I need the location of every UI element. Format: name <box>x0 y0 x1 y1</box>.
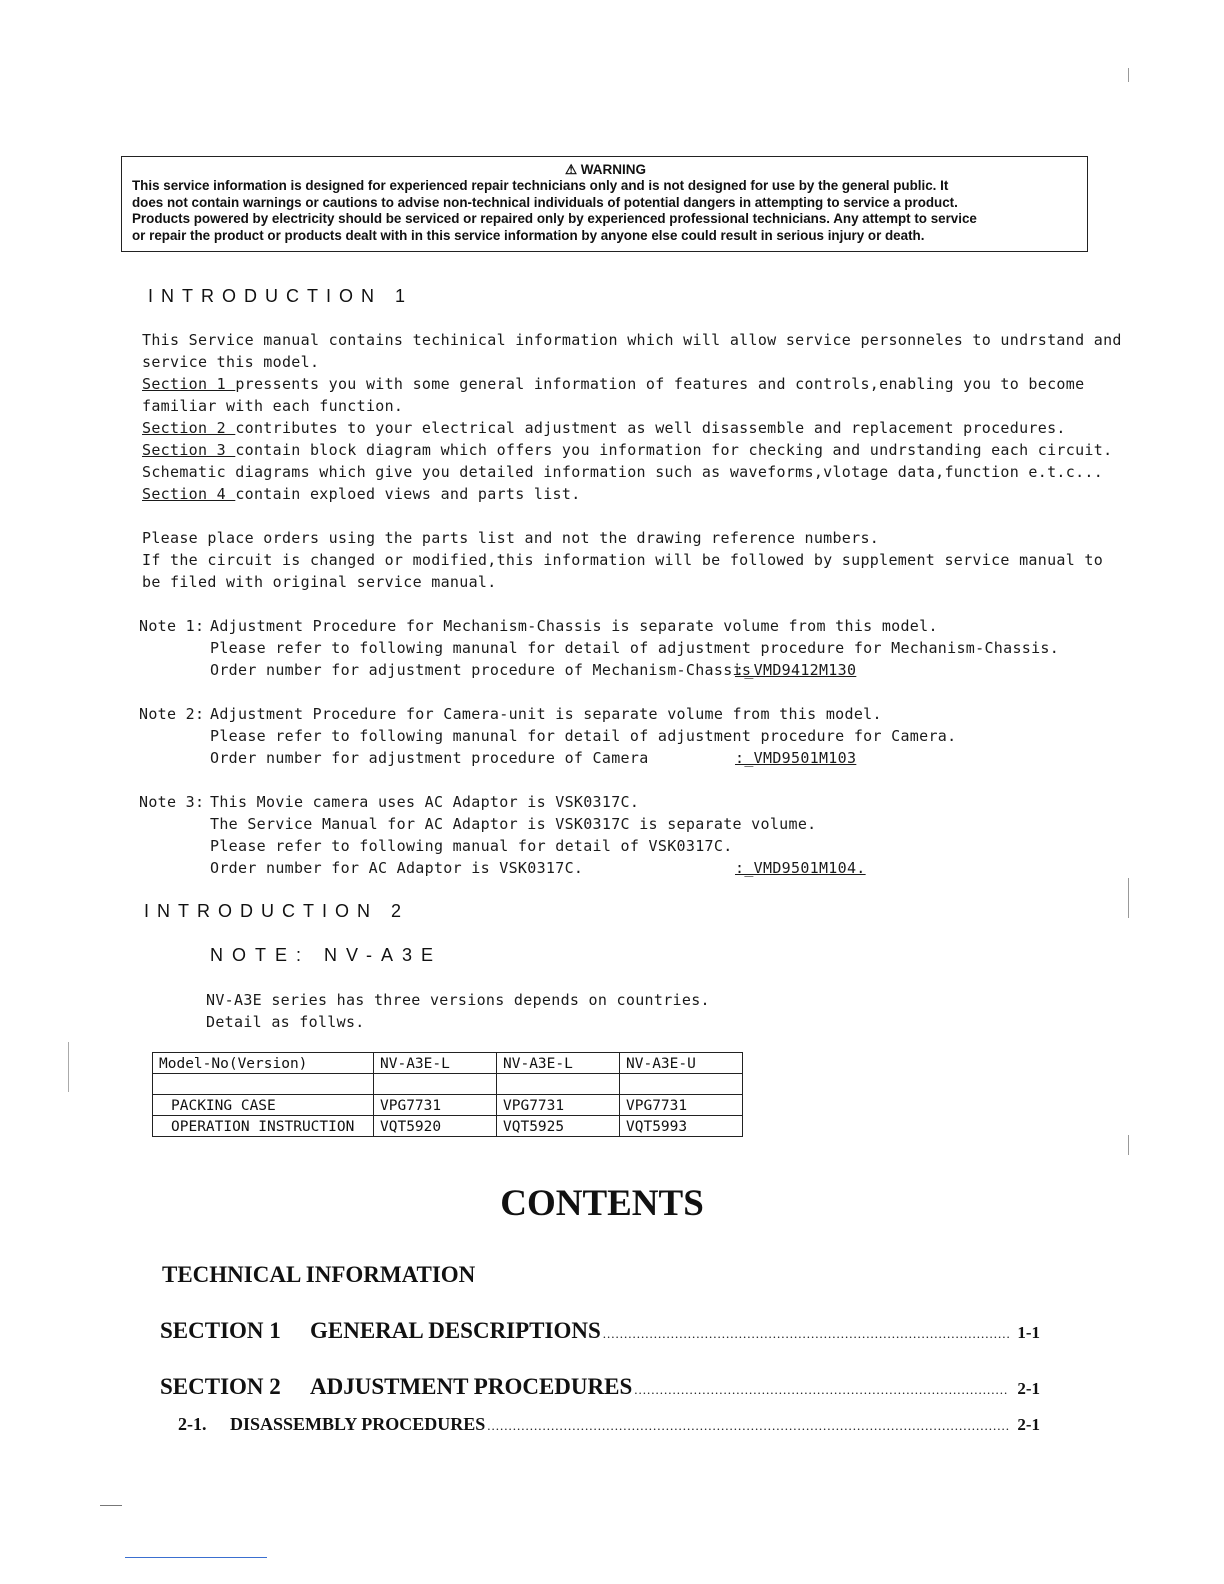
version-table <box>152 1052 743 1137</box>
section-description <box>142 483 581 505</box>
toc-entry-page: 1-1 <box>1017 1323 1040 1342</box>
table-cell: VQT5993 <box>620 1116 743 1137</box>
corner-mark <box>100 1505 122 1506</box>
intro2-line: NV-A3E series has three versions depends on countries. <box>206 991 710 1009</box>
bottom-rule <box>125 1557 267 1558</box>
note-line: Please refer to following manunal for detail of adjustment procedure for Mechanism-Chassis. <box>210 639 1060 657</box>
section-text: contain exploed views and parts list. <box>235 485 581 503</box>
section-label: Section 2 <box>142 419 236 437</box>
orders-line: If the circuit is changed or modified,this information will be followed by supplement service manual to <box>142 551 1104 569</box>
toc-leader-dots <box>487 1418 1009 1434</box>
intro1-line: service this model. <box>142 353 320 371</box>
table-cell: PACKING CASE <box>153 1095 374 1116</box>
toc-leader-dots <box>603 1326 1010 1342</box>
margin-mark <box>1128 1135 1129 1155</box>
table-header-row <box>153 1053 743 1074</box>
table-row <box>153 1074 743 1095</box>
section-description <box>142 373 1084 395</box>
section-text: familiar with each function. <box>142 397 404 415</box>
section-label: Section 1 <box>142 375 236 393</box>
note-order-number: :_VMD9501M103 <box>735 749 857 767</box>
table-row <box>153 1095 743 1116</box>
toc-entry[interactable] <box>178 1414 1040 1435</box>
note-order-label: Order number for adjustment procedure of Mechanism-Chassis <box>210 661 752 679</box>
note-order-label: Order number for adjustment procedure of Camera <box>210 749 649 767</box>
table-row <box>153 1116 743 1137</box>
intro1-heading: INTRODUCTION 1 <box>148 286 413 306</box>
note-label: Note 1: <box>139 617 205 635</box>
table-header-cell: NV-A3E-L <box>497 1053 620 1074</box>
margin-mark <box>1128 68 1129 82</box>
toc-entry[interactable] <box>160 1318 1040 1344</box>
note-line: This Movie camera uses AC Adaptor is VSK0317C. <box>210 793 640 811</box>
margin-mark <box>68 1042 69 1092</box>
table-cell <box>153 1074 374 1095</box>
note-order-number: :_VMD9501M104. <box>735 859 866 877</box>
note-line: The Service Manual for AC Adaptor is VSK0317C is separate volume. <box>210 815 817 833</box>
toc-entry-title: GENERAL DESCRIPTIONS <box>310 1318 601 1343</box>
note-order-label: Order number for AC Adaptor is VSK0317C. <box>210 859 584 877</box>
toc-entry-title: DISASSEMBLY PROCEDURES <box>230 1414 486 1434</box>
note-line: Please refer to following manunal for detail of adjustment procedure for Camera. <box>210 727 957 745</box>
table-cell: OPERATION INSTRUCTION <box>153 1116 374 1137</box>
table-cell <box>497 1074 620 1095</box>
note-label: Note 3: <box>139 793 205 811</box>
note-line: Please refer to following manual for detail of VSK0317C. <box>210 837 733 855</box>
section-label: Section 4 <box>142 485 236 503</box>
table-header-cell: NV-A3E-L <box>374 1053 497 1074</box>
table-cell <box>620 1074 743 1095</box>
warning-line: This service information is designed for experienced repair technicians only and is not designed for use by the general public. It <box>132 178 949 193</box>
warning-line: or repair the product or products dealt with in this service information by anyone else could result in serious injury or death. <box>132 227 925 243</box>
intro2-heading: INTRODUCTION 2 <box>144 901 409 921</box>
intro1-line: This Service manual contains techinical information which will allow service personneles to undrstand and <box>142 331 1122 349</box>
orders-line: Please place orders using the parts list and not the drawing reference numbers. <box>142 529 880 547</box>
section-label: Section 3 <box>142 441 236 459</box>
section-text: contributes to your electrical adjustment as well disassemble and replacement procedures. <box>235 419 1066 437</box>
section-description <box>142 439 1112 461</box>
section-description <box>142 461 1103 483</box>
technical-information-heading: TECHNICAL INFORMATION <box>162 1262 476 1287</box>
table-cell: VPG7731 <box>497 1095 620 1116</box>
contents-title: CONTENTS <box>500 1183 704 1224</box>
section-description <box>142 395 403 417</box>
toc-entry-title: ADJUSTMENT PROCEDURES <box>310 1374 633 1399</box>
warning-title: ⚠ WARNING <box>564 162 647 177</box>
table-cell: VPG7731 <box>620 1095 743 1116</box>
table-cell <box>374 1074 497 1095</box>
table-cell: VQT5920 <box>374 1116 497 1137</box>
table-cell: VQT5925 <box>497 1116 620 1137</box>
warning-box <box>121 156 1088 252</box>
table-cell: VPG7731 <box>374 1095 497 1116</box>
note-line: Adjustment Procedure for Mechanism-Chassis is separate volume from this model. <box>210 617 938 635</box>
toc-entry-number: SECTION 1 <box>160 1318 281 1343</box>
section-text: Schematic diagrams which give you detailed information such as waveforms,vlotage data,function e.t.c... <box>142 463 1104 481</box>
table-header-cell: NV-A3E-U <box>620 1053 743 1074</box>
section-description <box>142 417 1066 439</box>
orders-line: be filed with original service manual. <box>142 573 497 591</box>
toc-leader-dots <box>634 1382 1009 1398</box>
toc-entry-number: 2-1. <box>178 1414 207 1434</box>
toc-entry[interactable] <box>160 1374 1040 1400</box>
table-header-cell: Model-No(Version) <box>153 1053 374 1074</box>
note-label: Note 2: <box>139 705 205 723</box>
section-text: pressents you with some general information of features and controls,enabling you to become <box>235 375 1085 393</box>
intro2-note-heading: NOTE: NV-A3E <box>210 945 443 965</box>
note-order-number: :_VMD9412M130 <box>735 661 857 679</box>
margin-mark <box>1128 878 1129 918</box>
section-text: contain block diagram which offers you information for checking and undrstanding each circuit. <box>235 441 1113 459</box>
toc-entry-page: 2-1 <box>1017 1379 1040 1398</box>
intro2-line: Detail as follws. <box>206 1013 365 1031</box>
warning-line: Products powered by electricity should be serviced or repaired only by experienced professional technicians. Any attempt to service <box>132 211 977 226</box>
note-line: Adjustment Procedure for Camera-unit is separate volume from this model. <box>210 705 882 723</box>
toc-entry-page: 2-1 <box>1017 1415 1040 1434</box>
warning-line: does not contain warnings or cautions to advise non-technical individuals of potential dangers in attempting to service a product. <box>132 194 958 210</box>
toc-entry-number: SECTION 2 <box>160 1374 281 1399</box>
